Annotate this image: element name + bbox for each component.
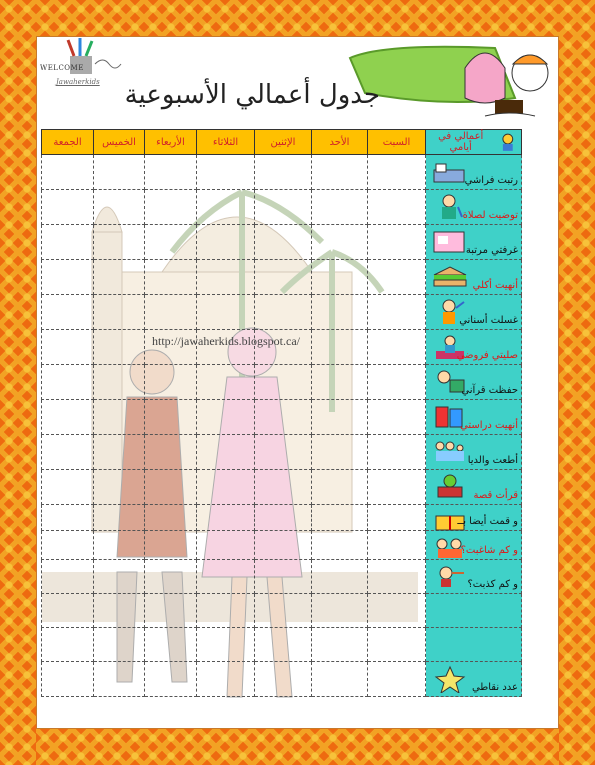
sandwich-icon xyxy=(432,263,468,291)
day-cell[interactable] xyxy=(255,225,312,260)
table-row xyxy=(42,295,522,330)
child-icon xyxy=(498,132,518,152)
story-icon xyxy=(432,473,468,501)
day-cell[interactable] xyxy=(197,295,255,330)
task-cell xyxy=(426,435,522,470)
day-cell[interactable] xyxy=(197,594,255,628)
task-cell xyxy=(426,594,522,628)
day-cell[interactable] xyxy=(255,531,312,560)
table-row xyxy=(42,400,522,435)
day-cell[interactable] xyxy=(197,155,255,190)
day-cell[interactable] xyxy=(145,505,197,531)
table-row xyxy=(42,560,522,594)
day-cell[interactable] xyxy=(42,531,94,560)
day-cell[interactable] xyxy=(368,260,426,295)
day-cell[interactable] xyxy=(368,225,426,260)
day-cell[interactable] xyxy=(145,662,197,697)
table-row xyxy=(42,190,522,225)
day-cell[interactable] xyxy=(94,470,145,505)
pinocchio-icon xyxy=(432,563,468,591)
day-header-saturday: السبت xyxy=(368,130,426,155)
day-cell[interactable] xyxy=(197,505,255,531)
day-cell[interactable] xyxy=(197,560,255,594)
task-cell xyxy=(426,505,522,531)
day-cell[interactable] xyxy=(94,295,145,330)
day-cell[interactable] xyxy=(145,628,197,662)
day-header-friday: الجمعة xyxy=(42,130,94,155)
table-row xyxy=(42,470,522,505)
table-row xyxy=(42,365,522,400)
day-cell[interactable] xyxy=(368,155,426,190)
day-cell[interactable] xyxy=(255,560,312,594)
task-cell xyxy=(426,662,522,697)
table-row xyxy=(42,594,522,628)
day-cell[interactable] xyxy=(145,365,197,400)
day-cell[interactable] xyxy=(255,365,312,400)
decorative-border-bottom xyxy=(0,729,595,765)
task-cell xyxy=(426,400,522,435)
task-cell xyxy=(426,365,522,400)
table-row xyxy=(42,628,522,662)
day-cell[interactable] xyxy=(197,400,255,435)
task-label: توضيت لصلاة xyxy=(462,210,518,221)
day-cell[interactable] xyxy=(255,260,312,295)
day-cell[interactable] xyxy=(94,155,145,190)
day-cell[interactable] xyxy=(42,662,94,697)
day-cell[interactable] xyxy=(94,330,145,365)
day-cell[interactable] xyxy=(368,505,426,531)
task-label: و كم كذبت؟ xyxy=(467,579,518,590)
day-cell[interactable] xyxy=(255,662,312,697)
task-cell xyxy=(426,260,522,295)
day-cell[interactable] xyxy=(42,190,94,225)
day-cell[interactable] xyxy=(312,365,368,400)
day-cell[interactable] xyxy=(255,470,312,505)
task-label: و قمت أيضا بــ xyxy=(457,516,518,527)
task-cell xyxy=(426,225,522,260)
day-cell[interactable] xyxy=(368,330,426,365)
day-cell[interactable] xyxy=(255,400,312,435)
day-cell[interactable] xyxy=(94,594,145,628)
day-cell[interactable] xyxy=(94,225,145,260)
day-cell[interactable] xyxy=(312,190,368,225)
day-cell[interactable] xyxy=(94,435,145,470)
day-cell[interactable] xyxy=(145,225,197,260)
task-cell xyxy=(426,560,522,594)
day-cell[interactable] xyxy=(197,435,255,470)
day-cell[interactable] xyxy=(312,531,368,560)
table-row xyxy=(42,225,522,260)
day-cell[interactable] xyxy=(42,260,94,295)
day-cell[interactable] xyxy=(145,155,197,190)
day-cell[interactable] xyxy=(42,470,94,505)
day-cell[interactable] xyxy=(255,628,312,662)
day-cell[interactable] xyxy=(42,295,94,330)
day-cell[interactable] xyxy=(368,628,426,662)
day-header-sunday: الأحد xyxy=(312,130,368,155)
day-cell[interactable] xyxy=(42,225,94,260)
day-cell[interactable] xyxy=(255,155,312,190)
day-cell[interactable] xyxy=(197,365,255,400)
day-cell[interactable] xyxy=(94,628,145,662)
day-cell[interactable] xyxy=(197,531,255,560)
weekly-chart-table xyxy=(41,129,522,697)
task-label: و كم شاغبت؟ xyxy=(460,545,518,556)
day-cell[interactable] xyxy=(197,662,255,697)
day-cell[interactable] xyxy=(312,470,368,505)
task-cell xyxy=(426,190,522,225)
day-cell[interactable] xyxy=(197,225,255,260)
table-corner-header xyxy=(426,130,522,155)
day-cell[interactable] xyxy=(255,190,312,225)
day-cell[interactable] xyxy=(255,594,312,628)
task-label: أطعت والديا xyxy=(467,455,518,466)
decorative-border-top xyxy=(0,0,595,36)
day-cell[interactable] xyxy=(312,330,368,365)
day-cell[interactable] xyxy=(368,662,426,697)
task-label: عدد نقاطي xyxy=(471,682,518,693)
day-cell[interactable] xyxy=(368,400,426,435)
day-cell[interactable] xyxy=(94,505,145,531)
day-cell[interactable] xyxy=(94,260,145,295)
day-cell[interactable] xyxy=(197,260,255,295)
page-title: جدول أعمالي الأسبوعية xyxy=(124,80,380,110)
task-label: غسلت أسناني xyxy=(459,315,518,326)
task-label: صليتي فروضي xyxy=(456,350,518,361)
pencils-icon xyxy=(40,38,125,78)
day-header-thursday: الخميس xyxy=(94,130,145,155)
task-label: أنهيت دراستي xyxy=(460,420,518,431)
day-cell[interactable] xyxy=(145,594,197,628)
task-cell xyxy=(426,531,522,560)
day-cell[interactable] xyxy=(312,260,368,295)
table-row xyxy=(42,435,522,470)
day-cell[interactable] xyxy=(368,594,426,628)
day-cell[interactable] xyxy=(368,560,426,594)
day-cell[interactable] xyxy=(145,190,197,225)
day-cell[interactable] xyxy=(197,190,255,225)
table-row xyxy=(42,155,522,190)
family-icon xyxy=(432,438,468,466)
day-cell[interactable] xyxy=(312,400,368,435)
day-cell[interactable] xyxy=(312,295,368,330)
day-cell[interactable] xyxy=(368,295,426,330)
task-cell xyxy=(426,155,522,190)
day-cell[interactable] xyxy=(368,190,426,225)
day-cell[interactable] xyxy=(312,505,368,531)
task-label: غرفتي مرتبة xyxy=(465,245,518,256)
day-cell[interactable] xyxy=(42,400,94,435)
day-cell[interactable] xyxy=(368,531,426,560)
blog-url-watermark: http://jawaherkids.blogspot.ca/ xyxy=(152,334,300,348)
table-row xyxy=(42,505,522,531)
day-cell[interactable] xyxy=(42,560,94,594)
day-cell[interactable] xyxy=(145,470,197,505)
task-cell xyxy=(426,470,522,505)
corner-label: أعمالي في أيامي xyxy=(438,131,484,153)
day-cell[interactable] xyxy=(42,155,94,190)
task-label: أنهيت أكلي xyxy=(472,280,518,291)
task-cell xyxy=(426,330,522,365)
day-cell[interactable] xyxy=(94,365,145,400)
day-cell[interactable] xyxy=(368,435,426,470)
day-cell[interactable] xyxy=(312,594,368,628)
day-cell[interactable] xyxy=(312,435,368,470)
day-cell[interactable] xyxy=(368,365,426,400)
table-header-row xyxy=(42,130,522,155)
day-header-monday: الإثنين xyxy=(255,130,312,155)
table-row xyxy=(42,260,522,295)
day-cell[interactable] xyxy=(145,400,197,435)
day-cell[interactable] xyxy=(42,330,94,365)
table-row xyxy=(42,662,522,697)
day-cell[interactable] xyxy=(197,470,255,505)
day-cell[interactable] xyxy=(42,505,94,531)
day-cell[interactable] xyxy=(94,560,145,594)
room-icon xyxy=(432,228,468,256)
logo-subtitle: Jawaherkids xyxy=(56,78,100,86)
day-cell[interactable] xyxy=(94,190,145,225)
day-cell[interactable] xyxy=(368,470,426,505)
day-cell[interactable] xyxy=(42,594,94,628)
day-cell[interactable] xyxy=(312,628,368,662)
day-cell[interactable] xyxy=(94,662,145,697)
site-logo xyxy=(40,38,125,94)
day-header-tuesday: الثلاثاء xyxy=(197,130,255,155)
decorative-border-left xyxy=(0,0,36,765)
day-cell[interactable] xyxy=(197,628,255,662)
table-row xyxy=(42,531,522,560)
day-header-wednesday: الأربعاء xyxy=(145,130,197,155)
day-cell[interactable] xyxy=(145,435,197,470)
bed-icon xyxy=(432,158,468,186)
day-cell[interactable] xyxy=(312,225,368,260)
day-cell[interactable] xyxy=(145,260,197,295)
day-cell[interactable] xyxy=(255,505,312,531)
day-cell[interactable] xyxy=(312,155,368,190)
task-cell xyxy=(426,295,522,330)
day-cell[interactable] xyxy=(145,531,197,560)
day-cell[interactable] xyxy=(312,662,368,697)
task-label: رتبت فراشي xyxy=(464,175,518,186)
logo-welcome-text: WELCOME xyxy=(40,64,84,72)
task-label: قرأت قصة xyxy=(473,490,518,501)
decorative-border-right xyxy=(559,0,595,765)
day-cell[interactable] xyxy=(94,531,145,560)
day-cell[interactable] xyxy=(312,560,368,594)
day-cell[interactable] xyxy=(42,435,94,470)
task-label: حفظت قرآني xyxy=(461,385,518,396)
day-cell[interactable] xyxy=(255,435,312,470)
task-cell xyxy=(426,628,522,662)
star-icon xyxy=(432,665,468,693)
day-cell[interactable] xyxy=(94,400,145,435)
day-cell[interactable] xyxy=(145,295,197,330)
day-cell[interactable] xyxy=(42,628,94,662)
day-cell[interactable] xyxy=(255,295,312,330)
day-cell[interactable] xyxy=(42,365,94,400)
day-cell[interactable] xyxy=(145,560,197,594)
